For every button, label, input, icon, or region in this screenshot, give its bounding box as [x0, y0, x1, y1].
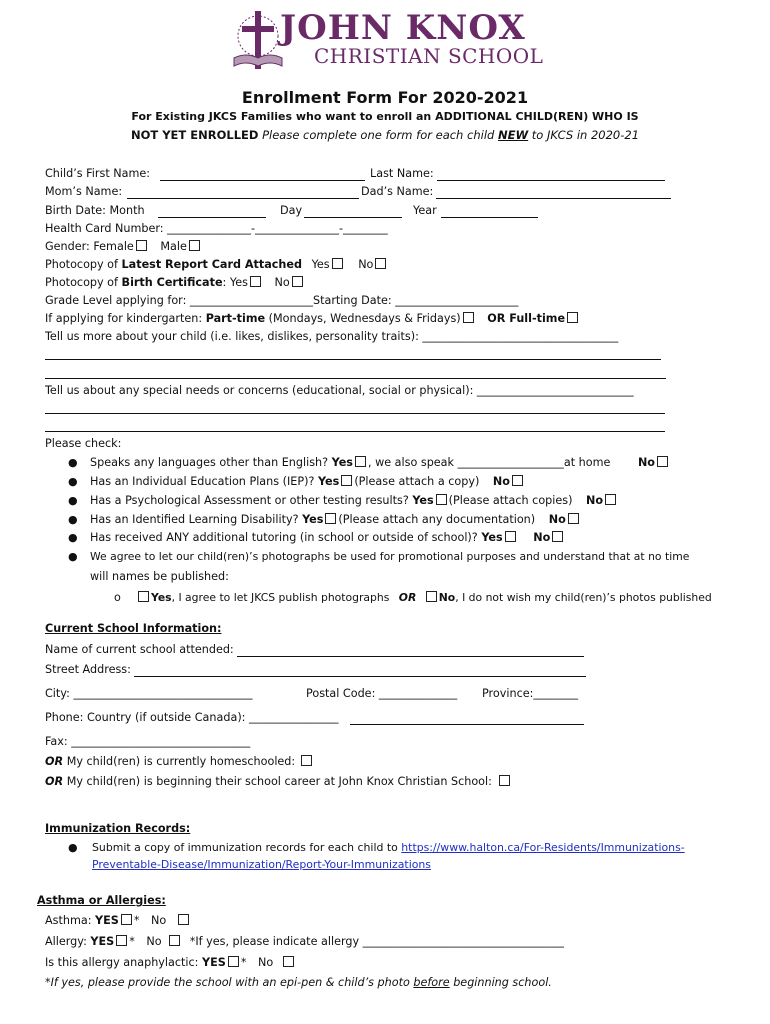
asthma-row	[45, 914, 191, 928]
report-card-yes-label: Yes	[311, 258, 330, 271]
photo-yes-text: , I agree to let JKCS publish photographs	[171, 591, 390, 604]
special-needs-field[interactable]: Tell us about any special needs or concerns (educational, social or physical): ____________________________	[45, 384, 634, 397]
asthma-yes-checkbox[interactable]	[121, 914, 132, 925]
immunization-text: Submit a copy of immunization records for each child to	[92, 841, 398, 854]
birth-day-label: Day	[280, 204, 303, 217]
special-needs-line-2[interactable]	[45, 431, 665, 432]
grade-level-field[interactable]: Grade Level applying for: ______________________Starting Date: ______________________	[45, 294, 519, 307]
bullet-immunization: ●	[68, 841, 78, 854]
dads-name-field[interactable]	[436, 198, 671, 199]
report-card-label-a: Photocopy of	[45, 258, 118, 271]
subtitle-new: NEW	[497, 128, 529, 142]
fax-field[interactable]: Fax: ________________________________	[45, 735, 251, 748]
full-time-label: OR Full-time	[487, 312, 566, 325]
psych-no-checkbox[interactable]	[605, 494, 616, 505]
psych-yes: Yes	[412, 494, 434, 507]
check-item-languages	[90, 456, 670, 470]
immunization-link-cont[interactable]: Preventable-Disease/Immunization/Report-Your-Immunizations	[92, 858, 431, 871]
photo-no-text: , I do not wish my child(ren)’s photos published	[455, 591, 712, 604]
asthma-heading: Asthma or Allergies:	[37, 894, 166, 907]
iep-mid: (Please attach a copy)	[354, 475, 480, 488]
tell-more-line-2[interactable]	[45, 378, 666, 379]
anaphylactic-star: *	[240, 956, 247, 969]
female-checkbox[interactable]	[136, 240, 147, 251]
iep-yes-checkbox[interactable]	[341, 475, 352, 486]
epi-pen-note-a: *If yes, please provide the school with an epi-pen & child’s photo	[45, 976, 410, 989]
allergy-row	[45, 935, 564, 949]
iep-no-checkbox[interactable]	[512, 475, 523, 486]
bullet-iep: ●	[68, 475, 78, 488]
epi-pen-note	[45, 976, 552, 990]
anaphylactic-row	[45, 956, 296, 970]
school-name-label: Name of current school attended:	[45, 643, 234, 656]
anaphylactic-no: No	[257, 956, 274, 969]
birth-cert-label-a: Photocopy of	[45, 276, 118, 289]
birth-month-field[interactable]	[158, 217, 266, 218]
birth-cert-no-label: No	[274, 276, 290, 289]
birth-year-field[interactable]	[441, 217, 538, 218]
asthma-no-checkbox[interactable]	[178, 914, 189, 925]
immunization-link-row2	[92, 858, 431, 872]
gender-row	[45, 240, 202, 254]
check-item-iep	[90, 475, 525, 489]
please-check-heading: Please check:	[45, 437, 122, 450]
health-card-field[interactable]: Health Card Number: _______________-_______________-________	[45, 222, 388, 235]
photo-or: OR	[398, 591, 417, 604]
tutoring-yes: Yes	[481, 531, 503, 544]
iep-text: Has an Individual Education Plans (IEP)?	[90, 475, 315, 488]
immunization-text-row	[92, 841, 685, 855]
moms-name-field[interactable]	[127, 198, 359, 199]
languages-yes-checkbox[interactable]	[355, 456, 366, 467]
allergy-label: Allergy:	[45, 935, 87, 948]
allergy-no: No	[146, 935, 162, 948]
psych-no: No	[586, 494, 604, 507]
phone-field[interactable]: Phone: Country (if outside Canada): ________________	[45, 711, 339, 724]
birth-month-label: Birth Date: Month	[45, 204, 145, 217]
tutoring-text: Has received ANY additional tutoring (in school or outside of school)?	[90, 531, 478, 544]
postal-field[interactable]: Postal Code: ______________	[306, 687, 458, 700]
school-name-field[interactable]	[237, 656, 584, 657]
epi-pen-note-b: beginning school.	[453, 976, 552, 989]
cross-book-icon	[228, 8, 288, 78]
subtitle-instruction: Please complete one form for each child	[262, 128, 495, 142]
tell-more-line-1[interactable]	[45, 359, 661, 360]
subtitle-line1: For Existing JKCS Families who want to enroll an ADDITIONAL CHILD(REN) WHO IS	[131, 110, 639, 123]
report-card-yes-checkbox[interactable]	[332, 258, 343, 269]
birth-year-label: Year	[413, 204, 437, 217]
allergy-no-checkbox[interactable]	[169, 935, 180, 946]
allergy-yes: YES	[90, 935, 115, 948]
child-first-name-field[interactable]	[160, 180, 365, 181]
psych-mid: (Please attach copies)	[448, 494, 573, 507]
male-checkbox[interactable]	[189, 240, 200, 251]
phone-field-line[interactable]	[350, 724, 584, 725]
psych-yes-checkbox[interactable]	[436, 494, 447, 505]
languages-yes: Yes	[331, 456, 353, 469]
disability-yes: Yes	[302, 513, 324, 526]
full-time-checkbox[interactable]	[567, 312, 578, 323]
last-name-label: Last Name:	[370, 167, 434, 180]
photo-yes-label: Yes	[151, 591, 172, 604]
asthma-yes: YES	[95, 914, 119, 927]
immunization-heading: Immunization Records:	[45, 822, 191, 835]
school-name-line2: CHRISTIAN SCHOOL	[314, 44, 544, 68]
birth-cert-label-b: Birth Certificate	[121, 276, 223, 289]
homeschooled-row	[45, 755, 314, 769]
bullet-photos: ●	[68, 550, 78, 563]
bullet-disability: ●	[68, 513, 78, 526]
last-name-field[interactable]	[437, 180, 665, 181]
school-logo	[228, 8, 544, 78]
gender-male-label: Male	[160, 240, 187, 253]
check-item-tutoring	[90, 531, 565, 545]
homeschooled-or: OR	[45, 755, 64, 768]
report-card-no-checkbox[interactable]	[375, 258, 386, 269]
asthma-star: *	[133, 914, 140, 927]
dads-name-label: Dad’s Name:	[361, 185, 434, 198]
disability-yes-checkbox[interactable]	[325, 513, 336, 524]
street-label: Street Address:	[45, 663, 131, 676]
anaphylactic-label: Is this allergy anaphylactic:	[45, 956, 199, 969]
kindergarten-row	[45, 312, 580, 326]
current-school-heading: Current School Information:	[45, 622, 222, 635]
tutoring-no-checkbox[interactable]	[552, 531, 563, 542]
child-first-name-label: Child’s First Name:	[45, 167, 151, 180]
photo-no-label: No	[438, 591, 456, 604]
photo-yes-checkbox[interactable]	[138, 591, 149, 602]
beginning-checkbox[interactable]	[499, 775, 510, 786]
report-card-label-b: Latest Report Card Attached	[121, 258, 302, 271]
homeschooled-checkbox[interactable]	[301, 755, 312, 766]
report-card-row	[45, 258, 388, 272]
photo-consent-line2: will names be published:	[90, 570, 229, 583]
disability-mid: (Please attach any documentation)	[338, 513, 536, 526]
disability-no: No	[548, 513, 566, 526]
asthma-label: Asthma:	[45, 914, 92, 927]
photo-choice-row	[136, 591, 712, 605]
moms-name-label: Mom’s Name:	[45, 185, 123, 198]
subtitle-year: to JKCS in 2020-21	[531, 128, 640, 142]
province-field[interactable]: Province:________	[482, 687, 579, 700]
disability-text: Has an Identified Learning Disability?	[90, 513, 299, 526]
allergy-indicate-field[interactable]: *If yes, please indicate allergy ____________________________________	[189, 935, 565, 948]
birth-day-field[interactable]	[304, 217, 402, 218]
bullet-languages: ●	[68, 456, 78, 469]
birth-cert-yes-label: : Yes	[222, 276, 248, 289]
city-field[interactable]: City: ________________________________	[45, 687, 253, 700]
birth-cert-yes-checkbox[interactable]	[250, 276, 261, 287]
anaphylactic-no-checkbox[interactable]	[283, 956, 294, 967]
photo-no-checkbox[interactable]	[426, 591, 437, 602]
subtitle-line2	[0, 128, 770, 142]
disability-no-checkbox[interactable]	[568, 513, 579, 524]
gender-female-label: Gender: Female	[45, 240, 134, 253]
anaphylactic-yes: YES	[202, 956, 226, 969]
special-needs-line-1[interactable]	[45, 413, 665, 414]
check-item-disability	[90, 513, 581, 527]
street-field[interactable]	[134, 676, 586, 677]
bullet-tutoring: ●	[68, 531, 78, 544]
beginning-row	[45, 775, 512, 789]
languages-no-checkbox[interactable]	[657, 456, 668, 467]
languages-text: Speaks any languages other than English?	[90, 456, 329, 469]
birth-cert-no-checkbox[interactable]	[292, 276, 303, 287]
immunization-link[interactable]: https://www.halton.ca/For-Residents/Immunizations-	[401, 841, 685, 854]
iep-yes: Yes	[317, 475, 340, 488]
bullet-psych: ●	[68, 494, 78, 507]
iep-no: No	[492, 475, 510, 488]
beginning-or: OR	[45, 775, 64, 788]
part-time-checkbox[interactable]	[463, 312, 474, 323]
form-title: Enrollment Form For 2020-2021	[241, 88, 529, 107]
anaphylactic-yes-checkbox[interactable]	[228, 956, 239, 967]
part-time-days: (Mondays, Wednesdays & Fridays)	[268, 312, 461, 325]
allergy-star: *	[129, 935, 135, 948]
photo-sub-marker: o	[114, 591, 121, 604]
languages-no: No	[637, 456, 655, 469]
birth-cert-row	[45, 276, 305, 290]
allergy-yes-checkbox[interactable]	[116, 935, 127, 946]
check-item-psych	[90, 494, 618, 508]
tutoring-yes-checkbox[interactable]	[505, 531, 516, 542]
subtitle-not-enrolled: NOT YET ENROLLED	[130, 128, 259, 142]
report-card-no-label: No	[358, 258, 374, 271]
asthma-no: No	[151, 914, 167, 927]
tell-more-field[interactable]: Tell us more about your child (i.e. likes, dislikes, personality traits): ___________________________________	[45, 330, 619, 343]
epi-pen-note-before: before	[413, 976, 450, 989]
tutoring-no: No	[533, 531, 551, 544]
photo-consent-line1: We agree to let our child(ren)’s photographs be used for promotional purposes and understand that at no time	[90, 550, 690, 563]
homeschooled-label: My child(ren) is currently homeschooled:	[66, 755, 296, 768]
beginning-label: My child(ren) is beginning their school career at John Knox Christian School:	[66, 775, 492, 788]
part-time-label: Part-time	[205, 312, 266, 325]
kindergarten-label: If applying for kindergarten:	[45, 312, 203, 325]
school-name-line1: JOHN KNOX	[280, 8, 526, 48]
languages-mid: , we also speak ___________________at home	[367, 456, 611, 469]
psych-text: Has a Psychological Assessment or other testing results?	[90, 494, 409, 507]
